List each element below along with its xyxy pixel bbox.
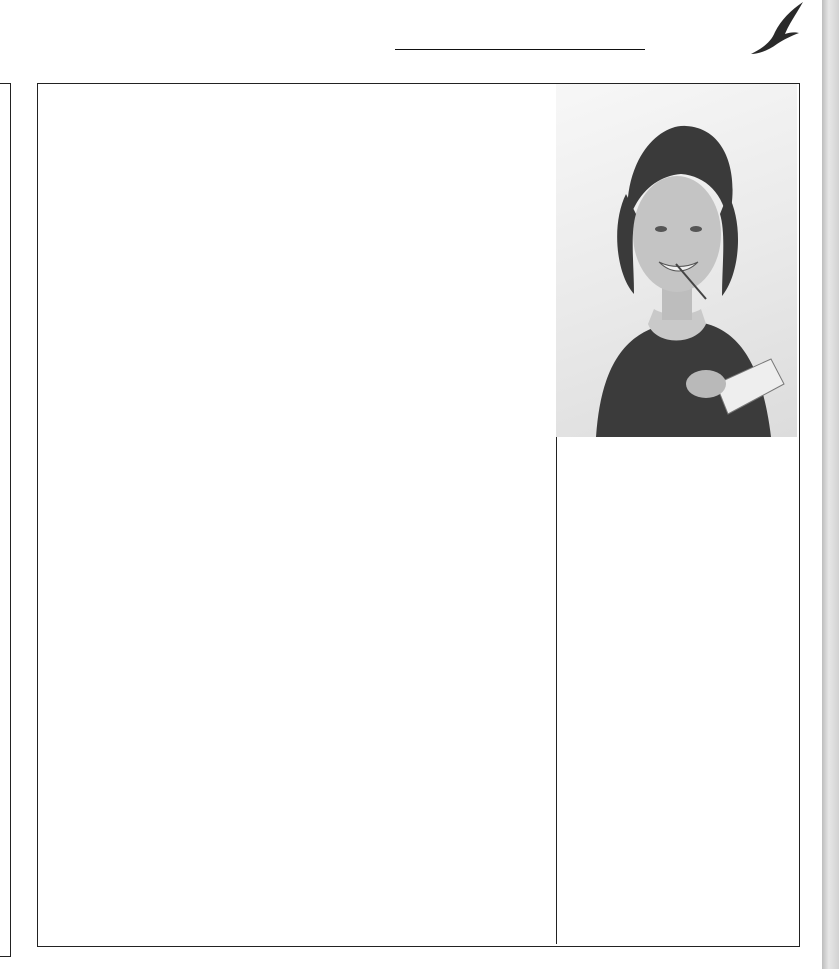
article-column-1 bbox=[66, 216, 290, 236]
seagull-icon bbox=[745, 2, 805, 62]
page-edge-shadow bbox=[822, 0, 839, 969]
slori-jezik-logo bbox=[606, 824, 756, 914]
header-rule bbox=[395, 49, 645, 50]
author-photo bbox=[556, 84, 797, 437]
sidebar-heading bbox=[556, 481, 798, 496]
portrait-illustration bbox=[556, 84, 797, 437]
previous-article-frame bbox=[0, 83, 11, 957]
primorski-logo bbox=[645, 12, 795, 62]
sidebar-body bbox=[556, 530, 798, 714]
